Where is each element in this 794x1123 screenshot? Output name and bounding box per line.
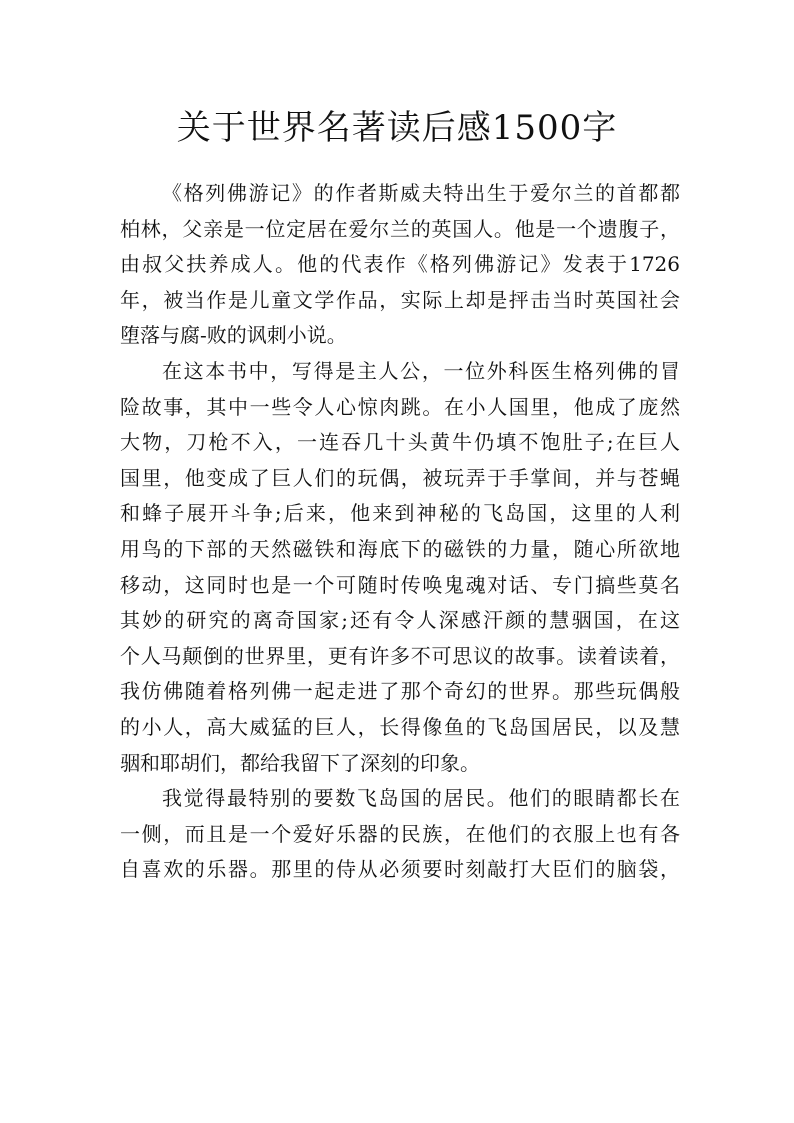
paragraph-2-line-10: 我仿佛随着格列佛一起走进了那个奇幻的世界。那些玩偶般 (120, 679, 680, 704)
paragraph-2-line-3: 大物，刀枪不入，一连吞几十头黄牛仍填不饱肚子;在巨人 (120, 430, 680, 455)
paragraph-2-line-1: 在这本书中，写得是主人公，一位外科医生格列佛的冒 (162, 358, 680, 383)
paragraph-2-line-8: 其妙的研究的离奇国家;还有令人深感汗颜的慧骃国，在这 (120, 608, 680, 633)
paragraph-3-line-1: 我觉得最特别的要数飞岛国的居民。他们的眼睛都长在 (162, 786, 680, 811)
paragraph-1-line-3: 由叔父扶养成人。他的代表作《格列佛游记》发表于1726 (120, 252, 680, 277)
paragraph-3-line-2: 一侧，而且是一个爱好乐器的民族，在他们的衣服上也有各 (120, 821, 680, 846)
paragraph-3-line-3: 自喜欢的乐器。那里的侍从必须要时刻敲打大臣们的脑袋， (120, 857, 680, 882)
paragraph-2-line-2: 险故事，其中一些令人心惊肉跳。在小人国里，他成了庞然 (120, 394, 680, 419)
paragraph-2-line-9: 个人马颠倒的世界里，更有许多不可思议的故事。读着读着， (120, 643, 680, 668)
paragraph-1-line-1: 《格列佛游记》的作者斯威夫特出生于爱尔兰的首都都 (162, 181, 680, 205)
paragraph-1-line-4: 年，被当作是儿童文学作品，实际上却是抨击当时英国社会 (120, 287, 680, 312)
paragraph-1-line-5: 堕落与腐-败的讽刺小说。 (120, 323, 347, 348)
paragraph-2-line-6: 用鸟的下部的天然磁铁和海底下的磁铁的力量，随心所欲地 (120, 536, 680, 561)
document-title: 关于世界名著读后感1500字 (176, 108, 618, 148)
paragraph-2-line-7: 移动，这同时也是一个可随时传唤鬼魂对话、专门搞些莫名 (120, 572, 680, 597)
document-body (120, 176, 680, 888)
paragraph-2-line-12: 骃和耶胡们，都给我留下了深刻的印象。 (120, 750, 480, 775)
paragraph-2-line-4: 国里，他变成了巨人们的玩偶，被玩弄于手掌间，并与苍蝇 (120, 465, 680, 490)
paragraph-1-line-2: 柏林，父亲是一位定居在爱尔兰的英国人。他是一个遗腹子， (120, 216, 680, 241)
paragraph-2-line-11: 的小人，高大威猛的巨人，长得像鱼的飞岛国居民，以及慧 (120, 714, 680, 739)
paragraph-2-line-5: 和蜂子展开斗争;后来，他来到神秘的飞岛国，这里的人利 (120, 501, 680, 526)
